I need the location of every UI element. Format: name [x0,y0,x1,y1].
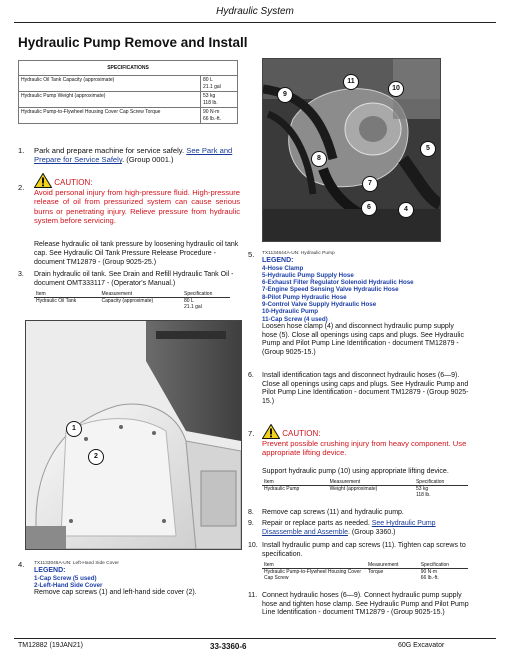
park-prepare-link[interactable]: See Park and Prepare for Service Safely [34,146,233,165]
footer-divider [14,638,496,639]
spec-row-value: 90 N·m 66 lb.-ft. [201,108,238,124]
machine-model: 60G Excavator [398,642,445,649]
step-text: Park and prepare machine for service safely. [34,146,185,155]
legend-item: 1-Cap Screw (5 used) [34,574,97,582]
step-number: 11. [248,592,258,599]
page-number: 33-3360-6 [210,642,247,651]
drain-spec-table [34,291,230,310]
callout-4: 4 [398,202,414,218]
legend-item: 4-Hose Clamp [262,264,304,272]
col-header: Specification [414,479,468,486]
table-cell: Hydraulic Pump-to-Flywheel Housing Cover Cap Screw [264,569,361,581]
callout-9: 9 [277,87,293,103]
step-1 [18,146,240,165]
section-header: Hydraulic System [216,6,294,17]
legend-item: 5-Hydraulic Pump Supply Hose [262,271,354,279]
left-side-cover-photo [25,320,242,550]
step-10 [248,542,470,559]
step-text: Remove cap screws (11) and hydraulic pump. [262,509,404,516]
step-2-body: Release hydraulic oil tank pressure by loosening hydraulic oil tank cap. See Hydraulic Oil Tank Pressure Release Procedure - document TM12879 - (Group 9025-25.) [34,241,239,266]
legend-item: 7-Engine Speed Sensing Valve Hydraulic Hose [262,286,399,294]
col-header: Specification [182,291,230,298]
callout-10: 10 [388,81,404,97]
step-5 [248,250,470,357]
hydraulic-pump-photo [262,58,441,242]
step-text-tail: . (Group 0001.) [122,155,174,165]
step-text: Connect hydraulic hoses (6—9). Connect hydraulic pump supply hose and tighten hose clamp. See Hydraulic Pump and Pilot Pump Line Identification - document TM12879 - (Group 9025-15.) [262,592,469,617]
legend-item: 10-Hydraulic Pump [262,308,319,316]
col-header: Specification [419,562,468,569]
step-9 [248,520,470,537]
callout-6: 6 [361,200,377,216]
col-header: Item [262,479,328,486]
warning-icon [262,424,280,439]
step-7 [248,424,470,458]
table-cell: Hydraulic Oil Tank [36,298,77,304]
step-number: 9. [248,520,254,527]
torque-spec-table [262,562,468,581]
figure-caption: TX1133046A-UN: Left-Hand Side Cover [34,561,119,566]
callout-5: 5 [420,141,436,157]
step-3 [18,270,240,288]
step-text-tail: . (Group 3360.) [348,528,396,536]
col-header: Measurement [100,291,183,298]
excavator-side-cover-illustration [26,321,241,549]
spec-row-value: 80 L 21.1 gal [201,76,238,92]
step-number: 3. [18,271,24,278]
callout-2: 2 [88,449,104,465]
step-text: Install identification tags and disconnect hydraulic hoses (6—9). Close all openings using caps and plugs. See Hydraulic Pump and Pilot Pump Line Identification - document TM12879 - (Group 9025-15.) [262,372,469,405]
table-cell: Capacity (approximate) [101,298,154,304]
step-number: 10. [248,542,258,549]
legend-item: 8-Pilot Pump Hydraulic Hose [262,293,347,301]
callout-11: 11 [343,74,359,90]
spec-row-value: 53 kg 118 lb. [201,92,238,108]
step-8 [248,508,470,517]
step-number: 8. [248,509,254,516]
step-number: 2. [18,183,25,192]
step-number: 4. [18,560,25,569]
document-id: TM12882 (19JAN21) [18,642,83,649]
table-cell: Torque [368,569,384,575]
legend-title: LEGEND: [34,567,66,575]
step-4 [18,560,240,597]
spec-row-label: Hydraulic Pump Weight (approximate) [19,92,201,108]
caution-text: Avoid personal injury from high-pressure fluid. High-pressure release of oil from pressurized system can cause serious burns or penetrating injury. Relieve pressure from hydraulic system before servicing. [34,188,240,226]
col-header: Measurement [328,479,414,486]
step-text: Remove cap screws (1) and left-hand side cover (2). [34,589,197,597]
pump-disassemble-link[interactable]: See Hydraulic Pump Disassemble and Assemble [262,520,436,536]
step-number: 5. [248,250,255,259]
step-number: 1. [18,146,25,155]
col-header: Item [262,562,366,569]
spec-row-label: Hydraulic Pump-to-Flywheel Housing Cover Cap Screw Torque [19,108,201,124]
spec-row-label: Hydraulic Oil Tank Capacity (approximate) [19,76,201,92]
step-text: Install hydraulic pump and cap screws (11). Tighten cap screws to specification. [262,542,466,558]
caution-label: CAUTION: [282,429,321,438]
legend-item: 6-Exhaust Filter Regulator Solenoid Hydraulic Hose [262,279,414,287]
page-title: Hydraulic Pump Remove and Install [18,35,248,50]
table-cell: 80 L 21.1 gal [184,298,202,310]
legend-item: 11-Cap Screw (4 used) [262,315,328,323]
legend-item: 9-Control Valve Supply Hydraulic Hose [262,301,377,309]
callout-7: 7 [362,176,378,192]
table-cell: Weight (approximate) [329,486,378,492]
warning-icon [34,173,52,188]
header-divider [14,22,496,23]
figure-caption: TX1134644A-UN: Hydraulic Pump [262,251,335,256]
col-header: Measurement [366,562,419,569]
step-text: Repair or replace parts as needed. [262,520,370,527]
step-number: 6. [248,372,254,379]
spec-table-heading: SPECIFICATIONS [19,61,238,76]
table-cell: 53 kg 118 lb. [415,486,431,498]
step-number: 7. [248,429,255,438]
step-2 [18,173,240,226]
step-6 [248,372,470,406]
legend-item: 2-Left-Hand Side Cover [34,581,103,589]
legend-title: LEGEND: [262,257,294,265]
lift-spec-table [262,479,468,498]
step-11 [248,592,470,618]
step-text: Drain hydraulic oil tank. See Drain and Refill Hydraulic Tank Oil - document OMT333117 - (Operator's Manual.) [34,271,234,287]
col-header: Item [34,291,100,298]
table-cell: Hydraulic Pump [264,486,300,492]
step-7-body: Support hydraulic pump (10) using appropriate lifting device. [262,468,449,475]
table-cell: 90 N·m 66 lb.-ft. [420,569,439,581]
callout-8: 8 [311,151,327,167]
specifications-table [18,60,238,124]
caution-text: Prevent possible crushing injury from heavy component. Use appropriate lifting device. [262,439,467,458]
caution-label: CAUTION: [54,178,93,187]
step-text: Loosen hose clamp (4) and disconnect hydraulic pump supply hose (5). Close all openings using caps and plugs. See Hydraulic Pump and Pilot Pump Line Identification - document TM12879 - (Group 9025-15.) [262,322,464,356]
callout-1: 1 [66,421,82,437]
